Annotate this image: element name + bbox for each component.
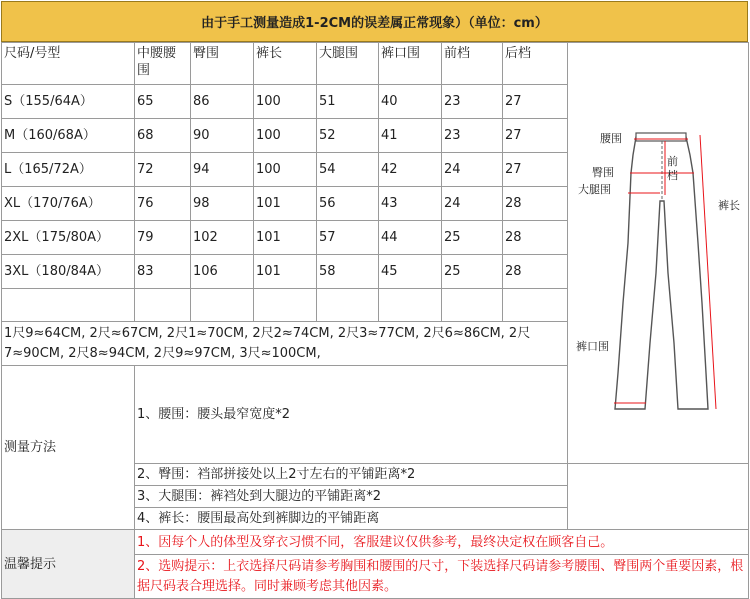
cell-hem: 42 [379,153,442,187]
cell-thigh: 54 [317,153,379,187]
cell-waist: 83 [135,255,191,289]
waistband-shape [636,133,686,141]
cell-size: L（165/72A） [2,153,135,187]
cell-thigh: 52 [317,119,379,153]
label-length: 裤长 [718,199,740,212]
label-hem: 裤口围 [576,340,609,353]
measure-item: 1、腰围：腰头最窄宽度*2 [135,366,568,464]
cell-front-rise: 24 [442,187,503,221]
col-header-hip: 臀围 [191,43,254,85]
cell-length: 100 [254,119,317,153]
cell-length: 101 [254,187,317,221]
cell-back-rise: 27 [503,153,568,187]
cell-waist: 79 [135,221,191,255]
table-header-row [2,43,749,85]
tips-item: 2、选购提示：上衣选择尺码请参考胸围和腰围的尺寸，下装选择尺码请参考腰围、臀围两个重要因素，根据尺码表合理选择。同时兼顾考虑其他因素。 [135,555,749,599]
col-header-front-rise: 前档 [442,43,503,85]
cell-size: S（155/64A） [2,85,135,119]
cell-back-rise: 28 [503,221,568,255]
cell-front-rise: 23 [442,119,503,153]
cell-hip: 90 [191,119,254,153]
measure-item: 2、臀围：裆部拼接处以上2寸左右的平铺距离*2 [135,464,568,486]
page-title: 由于手工测量造成1-2CM的误差属正常现象）（单位：cm） [1,1,748,42]
size-table [1,42,749,599]
cell-front-rise: 23 [442,85,503,119]
cell-front-rise: 24 [442,153,503,187]
cell-size: 3XL（180/84A） [2,255,135,289]
col-header-hem: 裤口围 [379,43,442,85]
label-waist: 腰围 [600,132,622,145]
cell-hem: 44 [379,221,442,255]
tips-row [2,530,749,555]
cell-hip: 98 [191,187,254,221]
cell-hip: 94 [191,153,254,187]
cell-length: 100 [254,153,317,187]
cell-waist: 72 [135,153,191,187]
pants-diagram [568,43,749,458]
measure-label: 测量方法 [2,366,135,530]
cell-waist: 65 [135,85,191,119]
label-hip: 臀围 [592,166,614,179]
cell-back-rise: 27 [503,85,568,119]
col-header-size: 尺码/号型 [2,43,135,85]
cell-hem: 43 [379,187,442,221]
cell-size: M（160/68A） [2,119,135,153]
label-front-rise-1: 前 [667,155,678,168]
cell-hip: 86 [191,85,254,119]
diagram-spacer [568,464,749,530]
cell-length: 100 [254,85,317,119]
cell-waist: 68 [135,119,191,153]
cell-hem: 41 [379,119,442,153]
tips-label: 温馨提示 [2,530,135,599]
cell-length: 101 [254,221,317,255]
measure-item: 4、裤长：腰围最高处到裤脚边的平铺距离 [135,508,568,530]
cell-waist: 76 [135,187,191,221]
col-header-length: 裤长 [254,43,317,85]
size-mapping-text: 1尺9≈64CM, 2尺≈67CM, 2尺1≈70CM, 2尺2≈74CM, 2尺3≈77CM, 2尺6≈86CM, 2尺7≈90CM, 2尺8≈94CM, 2尺9≈97CM, 3尺≈100CM, [2,322,568,366]
cell-hip: 106 [191,255,254,289]
cell-hem: 40 [379,85,442,119]
col-header-back-rise: 后档 [503,43,568,85]
cell-thigh: 56 [317,187,379,221]
cell-size: 2XL（175/80A） [2,221,135,255]
cell-thigh: 51 [317,85,379,119]
cell-hip: 102 [191,221,254,255]
pants-diagram-cell [568,43,749,464]
length-line [700,135,716,409]
cell-length: 101 [254,255,317,289]
cell-hem: 45 [379,255,442,289]
label-front-rise-2: 档 [667,169,678,182]
tips-item: 1、因每个人的体型及穿衣习惯不同，客服建议仅供参考，最终决定权在顾客自己。 [135,530,749,555]
cell-size: XL（170/76A） [2,187,135,221]
label-thigh: 大腿围 [578,183,611,196]
measure-item: 3、大腿围：裤裆处到大腿边的平铺距离*2 [135,486,568,508]
cell-back-rise: 28 [503,255,568,289]
col-header-thigh: 大腿围 [317,43,379,85]
cell-thigh: 58 [317,255,379,289]
cell-thigh: 57 [317,221,379,255]
cell-front-rise: 25 [442,255,503,289]
col-header-waist: 中腰腰围 [135,43,191,85]
cell-back-rise: 27 [503,119,568,153]
cell-back-rise: 28 [503,187,568,221]
cell-front-rise: 25 [442,221,503,255]
